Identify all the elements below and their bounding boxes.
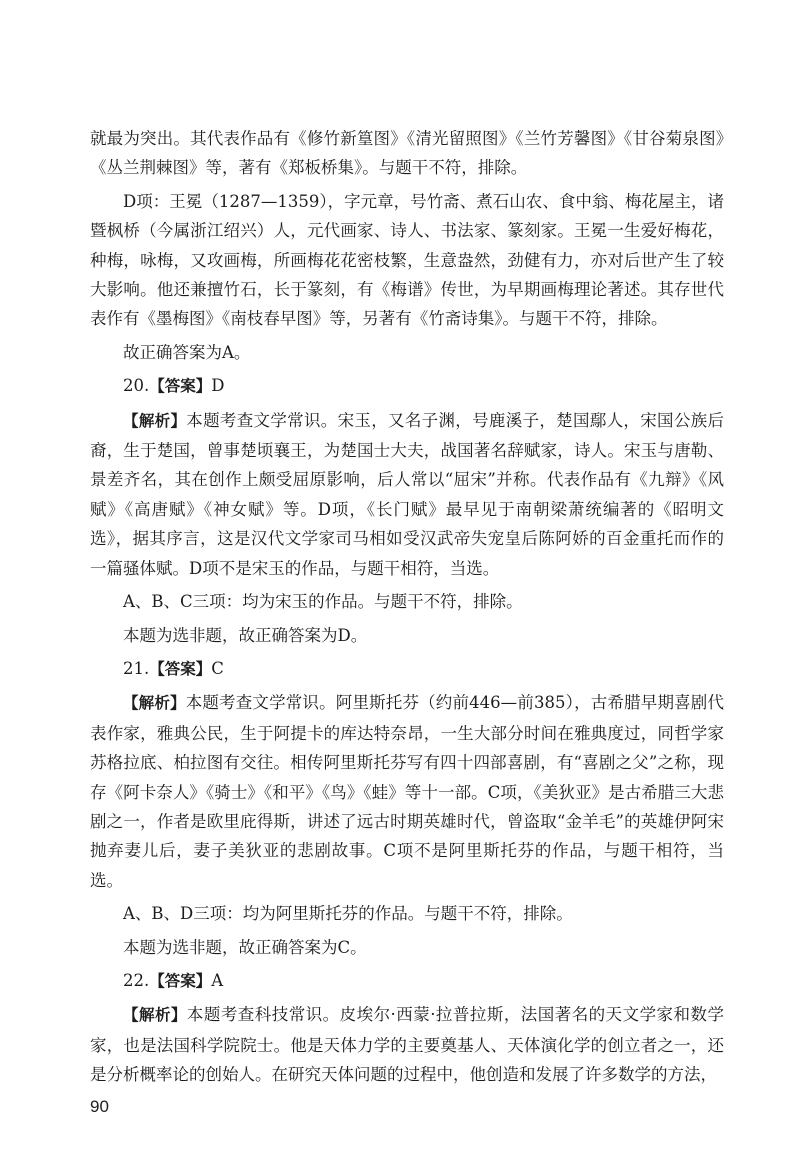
paragraph-text: 本题为选非题，故正确答案为C。 [123,937,367,957]
question-20-answer [90,371,724,401]
paragraph-text: A、B、D三项：均为阿里斯托芬的作品。与题干不符，排除。 [123,904,573,924]
paragraph-text: D项：王冕（1287—1359），字元章，号竹斋、煮石山农、食中翁、梅花屋主，诸暨枫桥（今属浙江绍兴）人，元代画家、诗人、书法家、篆刻家。王冕一生爱好梅花，种梅，咏梅，又攻画梅，所画梅花花密枝繁，生意盎然，劲健有力，亦对后世产生了较大影响。他还兼擅竹石，长于篆刻，有《梅谱》传世，为早期画梅理论著述。其存世代表作有《墨梅图》《南枝春早图》等，另著有《竹斋诗集》。与题干不符，排除。 [90,191,724,329]
question-20-analysis [90,406,724,583]
paragraph-text: 本题考查文学常识。阿里斯托芬（约前446—前385），古希腊早期喜剧代表作家，雅典公民，生于阿提卡的库达特奈昂，一生大部分时间在雅典度过，同哲学家苏格拉底、柏拉图有交往。相传阿里斯托芬写有四十四部喜剧，有“喜剧之父”之称，现存《阿卡奈人》《骑士》《和平》《鸟》《蛙》等十一部。C项，《美狄亚》是古希腊三大悲剧之一，作者是欧里庇得斯，讲述了远古时期英雄时代，曾盗取“金羊毛”的英雄伊阿宋抛弃妻儿后，妻子美狄亚的悲剧故事。C项不是阿里斯托芬的作品，与题干相符，当选。 [90,693,724,890]
paragraph-text: 故正确答案为A。 [123,342,251,362]
question-number: 20. [123,376,150,396]
paragraph-zheng-banqiao-conclusion [90,124,724,183]
answer-value: D [211,376,225,396]
question-21-options-abd [90,899,724,928]
answer-label: 【答案】 [149,971,212,990]
paragraph-answer-19 [90,338,724,367]
question-22-analysis [90,1000,724,1089]
page-number: 90 [90,1097,109,1116]
analysis-label: 【解析】 [123,1006,187,1025]
answer-label: 【答案】 [149,659,212,678]
answer-value: A [211,970,224,990]
question-21-analysis [90,688,724,895]
question-22-answer [90,966,724,996]
paragraph-text: 本题为选非题，故正确答案为D。 [123,625,368,645]
question-21-answer [90,654,724,684]
question-number: 21. [123,658,150,678]
answer-explanations [90,124,724,1090]
question-20-options-abc [90,587,724,616]
paragraph-text: 本题考查文学常识。宋玉，又名子渊，号鹿溪子，楚国鄢人，宋国公族后裔，生于楚国，曾事楚顷襄王，为楚国士大夫，战国著名辞赋家，诗人。宋玉与唐勒、景差齐名，其在创作上颇受屈原影响，后人常以“屈宋”并称。代表作品有《九辩》《风赋》《高唐赋》《神女赋》等。D项，《长门赋》最早见于南朝梁萧统编著的《昭明文选》，据其序言，这是汉代文学家司马相如受汉武帝失宠皇后陈阿娇的百金重托而作的一篇骚体赋。D项不是宋玉的作品，与题干相符，当选。 [90,410,724,578]
paragraph-text: 本题考查科技常识。皮埃尔·西蒙·拉普拉斯，法国著名的天文学家和数学家，也是法国科学院院士。他是天体力学的主要奠基人、天体演化学的创立者之一，还是分析概率论的创始人。在研究天体问题的过程中，他创造和发展了许多数学的方法， [90,1005,724,1085]
analysis-label: 【解析】 [123,694,186,713]
question-20-conclusion [90,621,724,650]
analysis-label: 【解析】 [123,411,187,430]
paragraph-text: 就最为突出。其代表作品有《修竹新篁图》《清光留照图》《兰竹芳馨图》《甘谷菊泉图》《丛兰荆棘图》等，著有《郑板桥集》。与题干不符，排除。 [90,129,724,178]
question-21-conclusion [90,933,724,962]
answer-label: 【答案】 [149,377,212,396]
answer-value: C [211,658,224,678]
question-number: 22. [123,970,150,990]
paragraph-option-d-wang-mian [90,187,724,334]
paragraph-text: A、B、C三项：均为宋玉的作品。与题干不符，排除。 [123,592,523,612]
